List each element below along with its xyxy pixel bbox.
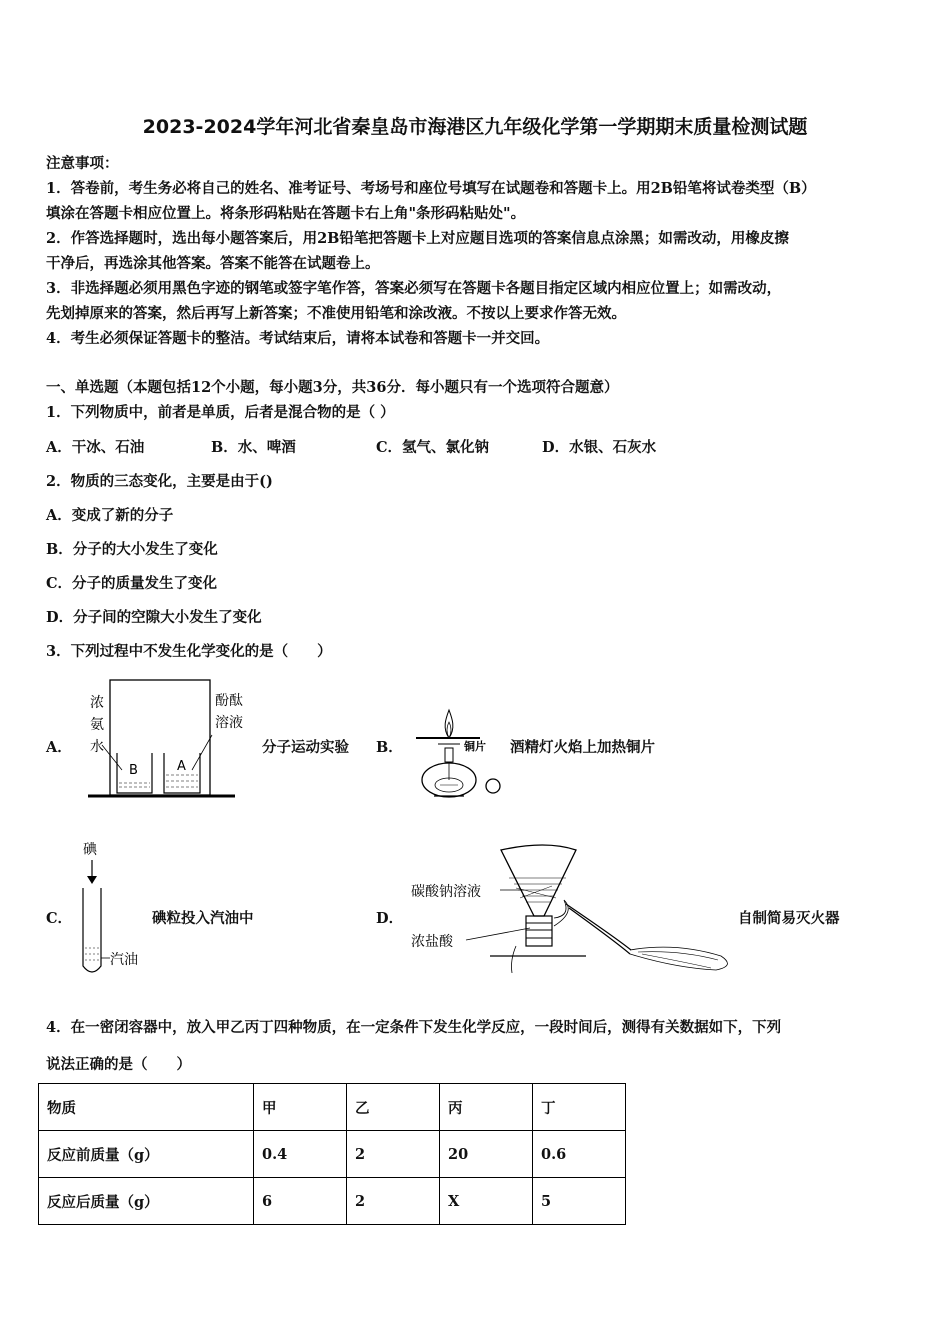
gasoline-label: 汽油: [110, 952, 138, 968]
table-header-cell: 丙: [440, 1084, 533, 1131]
notice-line: 1．答卷前，考生务必将自己的姓名、准考证号、考场号和座位号填写在试题卷和答题卡上。用2B铅笔将试卷类型（B）: [46, 180, 816, 197]
question-3-option-c-label: C．: [46, 910, 73, 927]
question-1-option-c: C．氢气、氯化钠: [376, 439, 490, 456]
table-cell: 反应后质量（g）: [39, 1178, 254, 1225]
label-water: 水: [90, 739, 104, 755]
question-1-option-d: D．水银、石灰水: [542, 439, 657, 456]
sodium-carbonate-label: 碳酸钠溶液: [411, 884, 481, 900]
table-header-row: [39, 1084, 626, 1131]
question-3-option-d-label: D．: [376, 910, 404, 927]
beaker-a-label: A: [177, 759, 186, 774]
table-row: [39, 1131, 626, 1178]
question-2-option-c: C．分子的质量发生了变化: [46, 575, 218, 592]
section-heading: 一、单选题（本题包括12个小题，每小题3分，共36分．每小题只有一个选项符合题意）: [46, 379, 619, 396]
question-4-stem-line1: 4．在一密闭容器中，放入甲乙丙丁四种物质，在一定条件下发生化学反应，一段时间后，测得有关数据如下，下列: [46, 1019, 782, 1036]
table-cell: 6: [254, 1178, 347, 1225]
label-concentrated: 浓: [90, 695, 104, 711]
question-4-stem-line2: 说法正确的是（ ）: [46, 1056, 191, 1073]
label-phenolphthalein: 酚酞: [215, 693, 243, 709]
mass-data-table: [38, 1083, 626, 1225]
notice-line: 3．非选择题必须用黑色字迹的钢笔或签字笔作答，答案必须写在答题卡各题目指定区域内相应位置上；如需改动，: [46, 280, 782, 297]
test-tube-figure: [78, 838, 158, 980]
table-row: [39, 1178, 626, 1225]
page-title: 2023-2024学年河北省秦皇岛市海港区九年级化学第一学期期末质量检测试题: [142, 116, 808, 138]
label-solution: 溶液: [215, 715, 243, 731]
beaker-b-label: B: [129, 763, 138, 778]
question-1-option-b: B．水、啤酒: [211, 439, 296, 456]
table-cell: 2: [347, 1131, 440, 1178]
table-header-cell: 甲: [254, 1084, 347, 1131]
table-cell: 0.4: [254, 1131, 347, 1178]
notice-line: 4．考生必须保证答题卡的整洁。考试结束后，请将本试卷和答题卡一并交回。: [46, 330, 550, 347]
question-3-option-b-text: 酒精灯火焰上加热铜片: [510, 739, 655, 756]
fire-extinguisher-figure: [406, 838, 736, 986]
hydrochloric-acid-label: 浓盐酸: [411, 934, 453, 950]
table-cell: 2: [347, 1178, 440, 1225]
question-3-option-a-label: A．: [46, 739, 72, 756]
copper-sheet-label: 铜片: [464, 740, 486, 753]
notice-line: 干净后，再选涂其他答案。答案不能答在试题卷上。: [46, 255, 380, 272]
notice-line: 填涂在答题卡相应位置上。将条形码粘贴在答题卡右上角"条形码粘贴处"。: [46, 205, 526, 222]
label-ammonia: 氨: [90, 717, 104, 733]
table-header-cell: 乙: [347, 1084, 440, 1131]
iodine-label: 碘: [83, 842, 97, 858]
question-3-option-c-text: 碘粒投入汽油中: [152, 910, 254, 927]
table-cell: X: [440, 1178, 533, 1225]
notice-line: 先划掉原来的答案，然后再写上新答案；不准使用铅笔和涂改液。不按以上要求作答无效。: [46, 305, 626, 322]
table-header-cell: 物质: [39, 1084, 254, 1131]
ammonia-diffusion-figure: [80, 675, 243, 803]
question-2-option-b: B．分子的大小发生了变化: [46, 541, 218, 558]
notice-line: 2．作答选择题时，选出每小题答案后，用2B铅笔把答题卡上对应题目选项的答案信息点涂黑；如需改动，用橡皮擦: [46, 230, 789, 247]
table-cell: 5: [533, 1178, 626, 1225]
question-1-stem: 1．下列物质中，前者是单质，后者是混合物的是（ ）: [46, 404, 395, 421]
table-cell: 20: [440, 1131, 533, 1178]
question-2-stem: 2．物质的三态变化，主要是由于(): [46, 473, 273, 490]
question-2-option-d: D．分子间的空隙大小发生了变化: [46, 609, 262, 626]
question-3-option-a-text: 分子运动实验: [262, 739, 349, 756]
table-cell: 反应前质量（g）: [39, 1131, 254, 1178]
question-3-stem: 3．下列过程中不发生化学变化的是（ ）: [46, 643, 332, 660]
notice-heading: 注意事项：: [46, 155, 119, 172]
alcohol-lamp-figure: [408, 708, 504, 802]
table-header-cell: 丁: [533, 1084, 626, 1131]
question-2-option-a: A．变成了新的分子: [46, 507, 174, 524]
question-3-option-d-text: 自制简易灭火器: [738, 910, 840, 927]
table-cell: 0.6: [533, 1131, 626, 1178]
question-1-option-a: A．干冰、石油: [46, 439, 145, 456]
question-3-option-b-label: B．: [376, 739, 403, 756]
